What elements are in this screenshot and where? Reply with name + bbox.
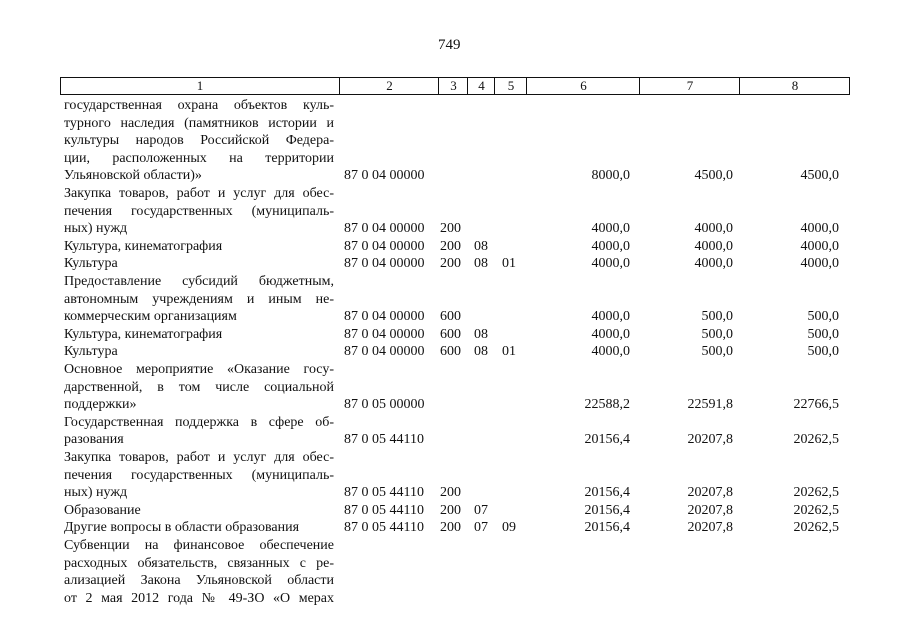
row-col-6: 4000,0 [591,256,630,272]
row-col-6: 4000,0 [591,309,630,325]
table-row [0,343,905,360]
table-row [0,150,905,167]
table-row [0,291,905,308]
header-col-1: 1 [196,78,204,93]
row-description: поддержки» [64,397,137,413]
row-col-7: 500,0 [701,344,733,360]
table-row [0,167,905,184]
row-col-3: 200 [440,256,461,272]
row-col-3: 200 [440,502,461,518]
table-row [0,308,905,325]
row-col-7: 20207,8 [687,520,733,536]
row-code: 87 0 05 44110 [344,502,424,518]
row-code: 87 0 04 00000 [344,309,425,325]
row-col-6: 22588,2 [584,397,630,413]
row-description: ных) нужд [64,485,128,501]
header-col-2: 2 [339,78,439,94]
page-number: 749 [438,37,461,53]
row-col-6: 8000,0 [591,168,630,184]
table-row [0,572,905,589]
row-description: ных) нужд [64,221,128,237]
row-col-6: 4000,0 [591,326,630,342]
table-row [0,537,905,554]
table-row [0,361,905,378]
header-col-6: 6 [526,78,640,94]
row-col-3: 200 [440,238,461,254]
row-col-6: 4000,0 [591,238,630,254]
row-description: Закупка товаров, работ и услуг для обес- [64,450,334,465]
row-col-3: 200 [440,520,461,536]
row-col-8: 20262,5 [793,485,839,501]
header-col-7: 7 [639,78,740,94]
row-code: 87 0 05 00000 [344,397,425,413]
table-row [0,467,905,484]
row-code: 87 0 04 00000 [344,168,425,184]
row-description: Закупка товаров, работ и услуг для обес- [64,186,334,201]
table-row [0,396,905,413]
table-row [0,326,905,343]
row-col-8: 4000,0 [800,238,839,254]
table-row [0,115,905,132]
row-col-7: 500,0 [701,326,733,342]
table-row [0,484,905,501]
row-col-5: 01 [502,256,516,272]
row-col-8: 4000,0 [800,256,839,272]
row-code: 87 0 04 00000 [344,221,425,237]
row-col-8: 500,0 [807,309,839,325]
row-code: 87 0 04 00000 [344,326,425,342]
row-col-8: 500,0 [807,344,839,360]
row-col-3: 600 [440,344,461,360]
table-row [0,220,905,237]
row-description: Субвенции на финансовое обеспечение [64,538,334,553]
table-row [0,590,905,607]
row-col-4: 08 [474,326,488,342]
row-code: 87 0 05 44110 [344,485,424,501]
row-col-8: 4500,0 [800,168,839,184]
row-col-7: 4000,0 [694,221,733,237]
row-col-6: 4000,0 [591,344,630,360]
row-description: печения государственных (муниципаль- [64,467,334,483]
table-row [0,431,905,448]
row-description: Образование [64,502,141,518]
row-col-8: 20262,5 [793,502,839,518]
table-row [0,379,905,396]
header-col-4: 4 [467,78,495,94]
row-col-3: 600 [440,326,461,342]
row-description: расходных обязательств, связанных с ре- [64,555,334,571]
row-col-4: 08 [474,256,488,272]
row-code: 87 0 05 44110 [344,520,424,536]
table-row [0,555,905,572]
row-description: ализацией Закона Ульяновской области [64,573,334,589]
row-code: 87 0 05 44110 [344,432,424,448]
row-col-3: 200 [440,221,461,237]
row-col-7: 20207,8 [687,502,733,518]
table-row [0,97,905,114]
table-row [0,273,905,290]
row-col-3: 600 [440,309,461,325]
row-col-8: 20262,5 [793,432,839,448]
row-description: автономным учреждениям и иным не- [64,291,334,307]
row-col-5: 01 [502,344,516,360]
row-description: печения государственных (муниципаль- [64,203,334,219]
row-description: разования [64,432,124,448]
table-row [0,132,905,149]
row-col-5: 09 [502,520,516,536]
row-col-7: 20207,8 [687,485,733,501]
table-row [0,414,905,431]
table-row [0,502,905,519]
row-col-4: 07 [474,520,488,536]
row-code: 87 0 04 00000 [344,256,425,272]
row-description: Основное мероприятие «Оказание госу- [64,362,334,377]
row-col-4: 08 [474,238,488,254]
table-header [60,77,850,95]
header-col-8: 8 [739,78,850,94]
table-row [0,449,905,466]
table-row [0,519,905,536]
row-col-7: 22591,8 [687,397,733,413]
table-row [0,185,905,202]
row-col-8: 20262,5 [793,520,839,536]
row-description: Другие вопросы в области образования [64,520,300,536]
row-description: коммерческим организациям [64,309,237,325]
row-col-6: 4000,0 [591,221,630,237]
row-description: государственная охрана объектов куль- [64,98,334,113]
row-description: Культура, кинематография [64,238,223,254]
row-description: Культура, кинематография [64,326,223,342]
row-col-6: 20156,4 [584,432,630,448]
row-col-4: 08 [474,344,488,360]
row-col-7: 4000,0 [694,238,733,254]
row-description: ции, расположенных на территории [64,150,334,166]
row-description: дарственной, в том числе социальной [64,379,334,395]
row-col-7: 20207,8 [687,432,733,448]
row-col-7: 500,0 [701,309,733,325]
row-col-8: 500,0 [807,326,839,342]
row-col-7: 4500,0 [694,168,733,184]
row-description: Культура [64,344,118,360]
row-col-6: 20156,4 [584,502,630,518]
row-description: Государственная поддержка в сфере об- [64,414,334,430]
table-row [0,203,905,220]
table-row [0,255,905,272]
row-col-6: 20156,4 [584,520,630,536]
header-col-5: 5 [494,78,527,94]
row-col-8: 4000,0 [800,221,839,237]
row-col-8: 22766,5 [793,397,839,413]
row-col-3: 200 [440,485,461,501]
row-description: Ульяновской области)» [64,168,202,184]
table-row [0,238,905,255]
row-code: 87 0 04 00000 [344,238,425,254]
row-col-6: 20156,4 [584,485,630,501]
header-col-3: 3 [438,78,468,94]
row-description: культуры народов Российской Федера- [64,133,334,149]
row-description: Предоставление субсидий бюджетным, [64,274,334,289]
row-description: турного наследия (памятников истории и [64,115,334,131]
row-description: Культура [64,256,118,272]
row-code: 87 0 04 00000 [344,344,425,360]
row-col-4: 07 [474,502,488,518]
row-description: от 2 мая 2012 года № 49-ЗО «О мерах [64,590,334,606]
row-col-7: 4000,0 [694,256,733,272]
